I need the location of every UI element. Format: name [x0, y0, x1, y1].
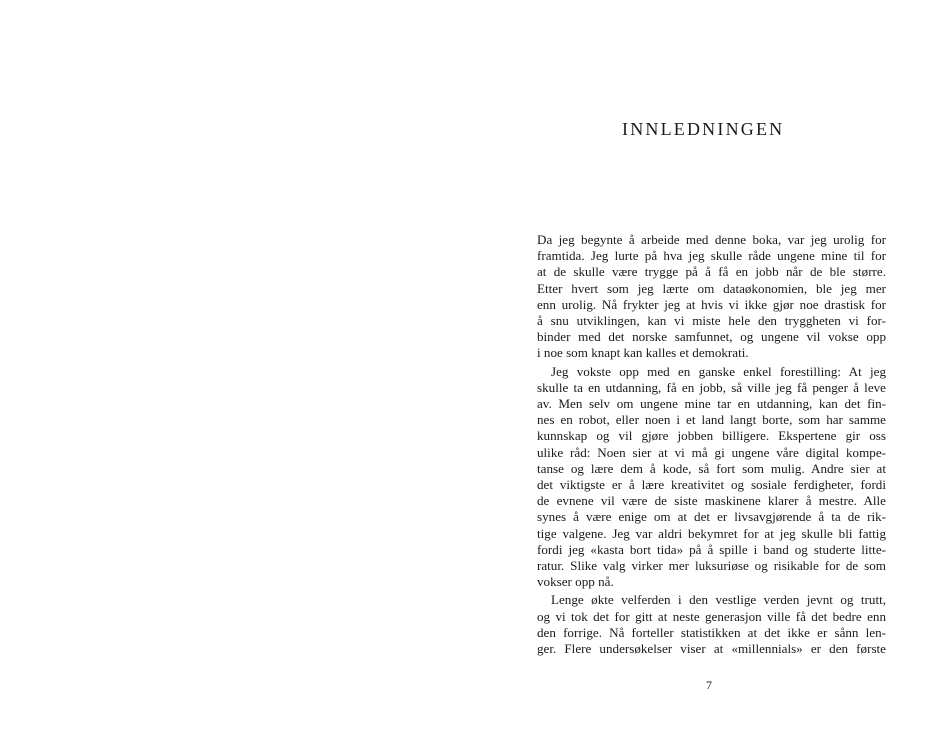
text-line: av. Men selv om ungene mine tar en utdanning, kan det fin- [537, 396, 886, 412]
text-line: at de skulle være trygge på å få en jobb når de ble større. [537, 264, 886, 280]
text-line: Da jeg begynte å arbeide med denne boka, var jeg urolig for [537, 232, 886, 247]
paragraph-2 [537, 364, 886, 591]
text-line: ulike råd: Noen sier at vi må gi ungene våre digital kompe- [537, 444, 886, 460]
right-page [472, 0, 945, 747]
text-line: Lenge økte velferden i den vestlige verden jevnt og trutt, [551, 592, 886, 608]
text-line: vokser opp nå. [537, 574, 614, 590]
text-line: framtida. Jeg lurte på hva jeg skulle råde ungene mine til for [537, 248, 886, 264]
page-number: 7 [706, 678, 712, 692]
body-text [537, 232, 886, 657]
text-line: i noe som knapt kan kalles et demokrati. [537, 345, 749, 361]
text-line: den forrige. Nå forteller statistikken at det ikke er sånn len- [537, 624, 886, 640]
text-line: tige valgene. Jeg var aldri bekymret for at jeg skulle bli fattig [537, 525, 886, 541]
text-line: Etter hvert som jeg lærte om dataøkonomien, ble jeg mer [537, 280, 886, 296]
text-line: ratur. Slike valg virker mer luksuriøse og risikable for de som [537, 558, 886, 574]
paragraph-3 [537, 592, 886, 657]
text-line: fordi jeg «kasta bort tida» på å spille i band og studerte litte- [537, 541, 886, 557]
text-line: enn urolig. Nå frykter jeg at hvis vi ikke gjør noe drastisk for [537, 296, 886, 312]
text-line: Jeg vokste opp med en ganske enkel forestilling: At jeg [551, 363, 886, 379]
text-line: synes å være enige om at det er livsavgjørende å ta de rik- [537, 509, 886, 525]
text-line: kunnskap og vil gjøre jobben billigere. Ekspertene gir oss [537, 428, 886, 444]
left-page-blank [0, 0, 472, 747]
paragraph-1 [537, 232, 886, 362]
text-line: skulle ta en utdanning, få en jobb, så ville jeg få penger å leve [537, 379, 886, 395]
text-line: ger. Flere undersøkelser viser at «millennials» er den første [537, 641, 886, 657]
text-line: det viktigste er å lære kreativitet og sosiale ferdigheter, fordi [537, 477, 886, 493]
text-line: å snu utviklingen, kan vi miste hele den tryggheten vi for- [537, 313, 886, 329]
text-line: nes en robot, eller noen i et land langt borte, som har samme [537, 412, 886, 428]
chapter-title: INNLEDNINGEN [622, 119, 785, 139]
text-line: tanse og lære dem å kode, så fort som mulig. Andre sier at [537, 460, 886, 476]
text-line: binder med det norske samfunnet, og ungene vil vokse opp [537, 329, 886, 345]
text-line: og vi tok det for gitt at neste generasjon ville få det bedre enn [537, 608, 886, 624]
text-line: de evnene vil være de siste maskinene klarer å mestre. Alle [537, 493, 886, 509]
